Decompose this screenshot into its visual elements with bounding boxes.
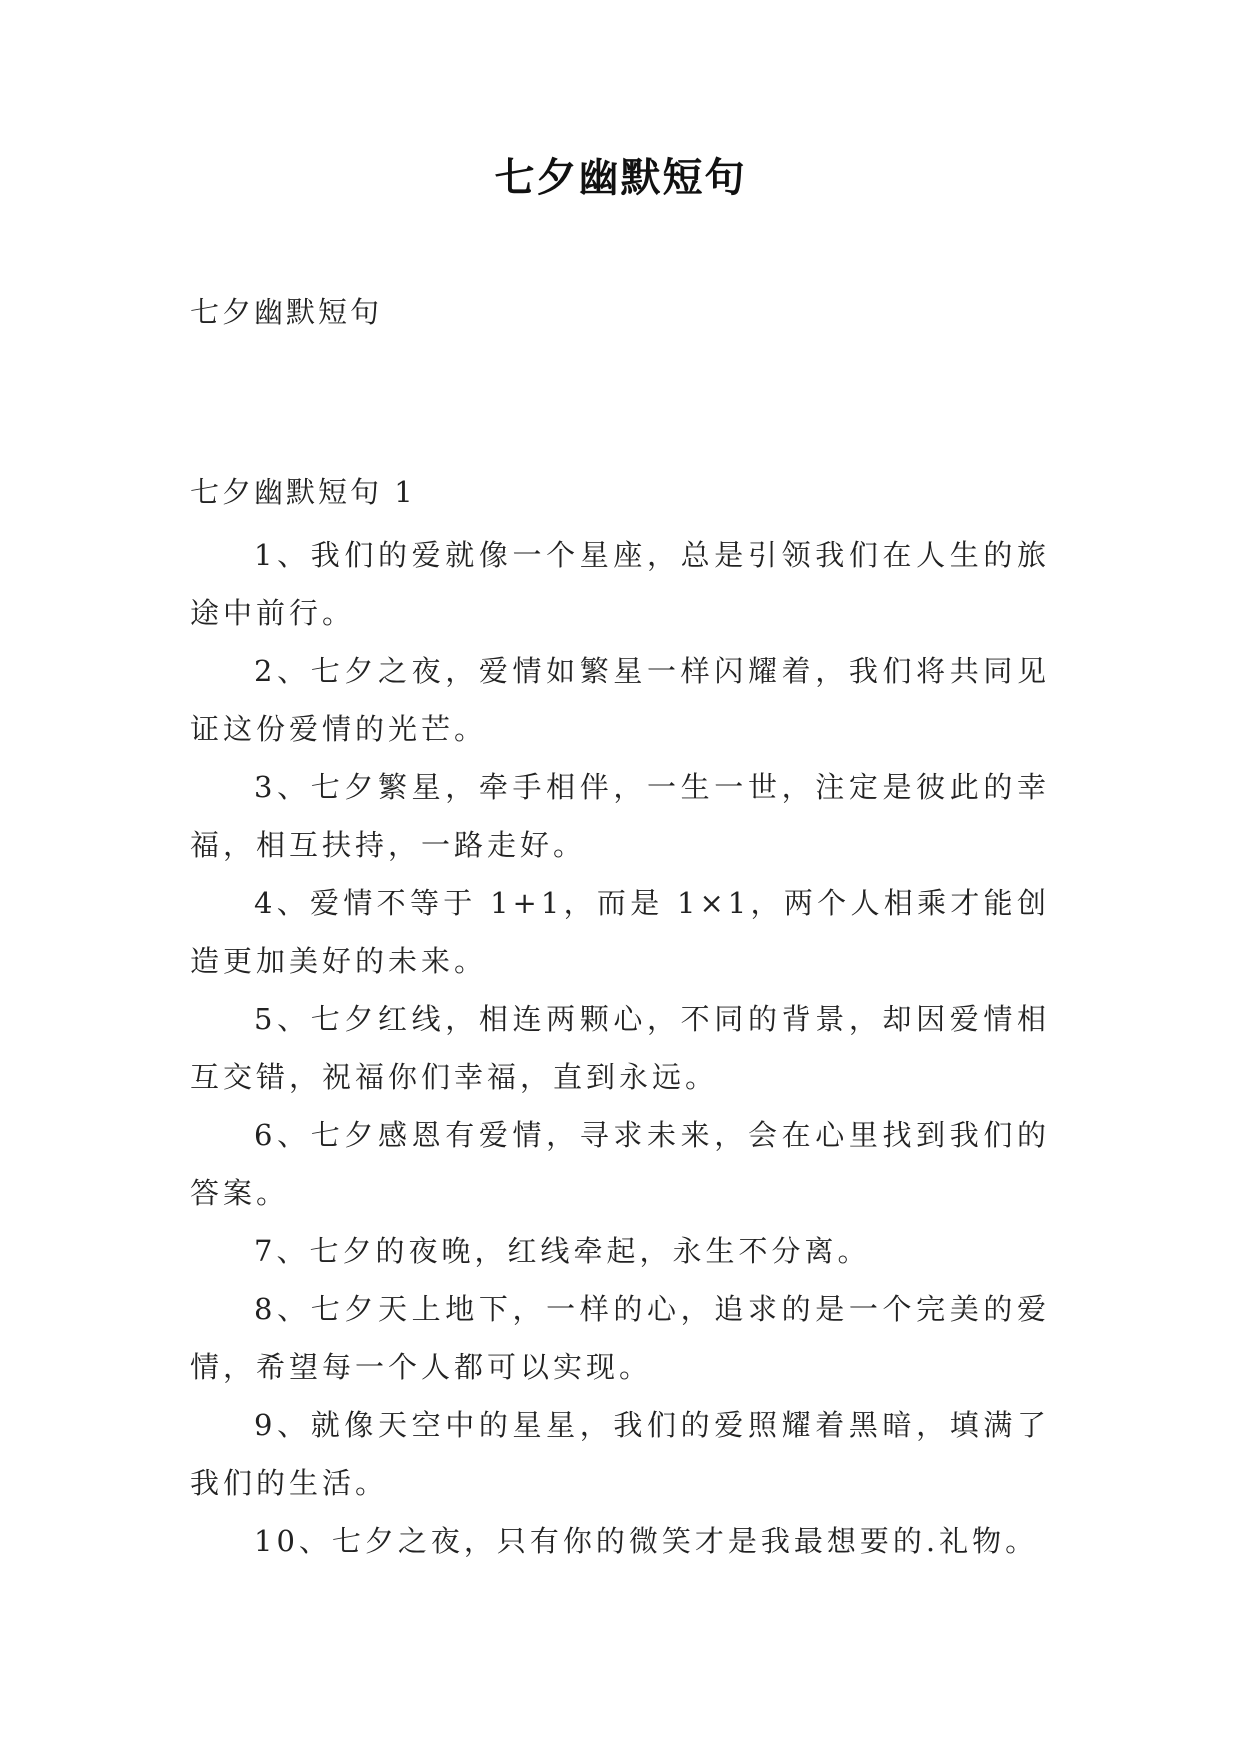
list-item: 4、爱情不等于 1+1，而是 1×1，两个人相乘才能创造更加美好的未来。 [190,886,1050,978]
list-item: 5、七夕红线，相连两颗心，不同的背景，却因爱情相互交错，祝福你们幸福，直到永远。 [190,1002,1050,1094]
document-body [190,526,1050,1570]
page-title: 七夕幽默短句 [494,154,747,201]
list-item: 9、就像天空中的星星，我们的爱照耀着黑暗，填满了我们的生活。 [190,1408,1050,1500]
list-item: 6、七夕感恩有爱情，寻求未来，会在心里找到我们的答案。 [190,1118,1050,1210]
list-item: 10、七夕之夜，只有你的微笑才是我最想要的.礼物。 [254,1524,1039,1558]
list-item: 3、七夕繁星，牵手相伴，一生一世，注定是彼此的幸福，相互扶持，一路走好。 [190,770,1050,862]
list-item: 7、七夕的夜晚，红线牵起，永生不分离。 [254,1234,871,1268]
list-item: 1、我们的爱就像一个星座，总是引领我们在人生的旅途中前行。 [190,538,1050,630]
section-heading: 七夕幽默短句 1 [190,475,416,509]
list-item: 2、七夕之夜，爱情如繁星一样闪耀着，我们将共同见证这份爱情的光芒。 [190,654,1050,746]
document-subtitle: 七夕幽默短句 [190,295,383,329]
list-item: 8、七夕天上地下，一样的心，追求的是一个完美的爱情，希望每一个人都可以实现。 [190,1292,1050,1384]
